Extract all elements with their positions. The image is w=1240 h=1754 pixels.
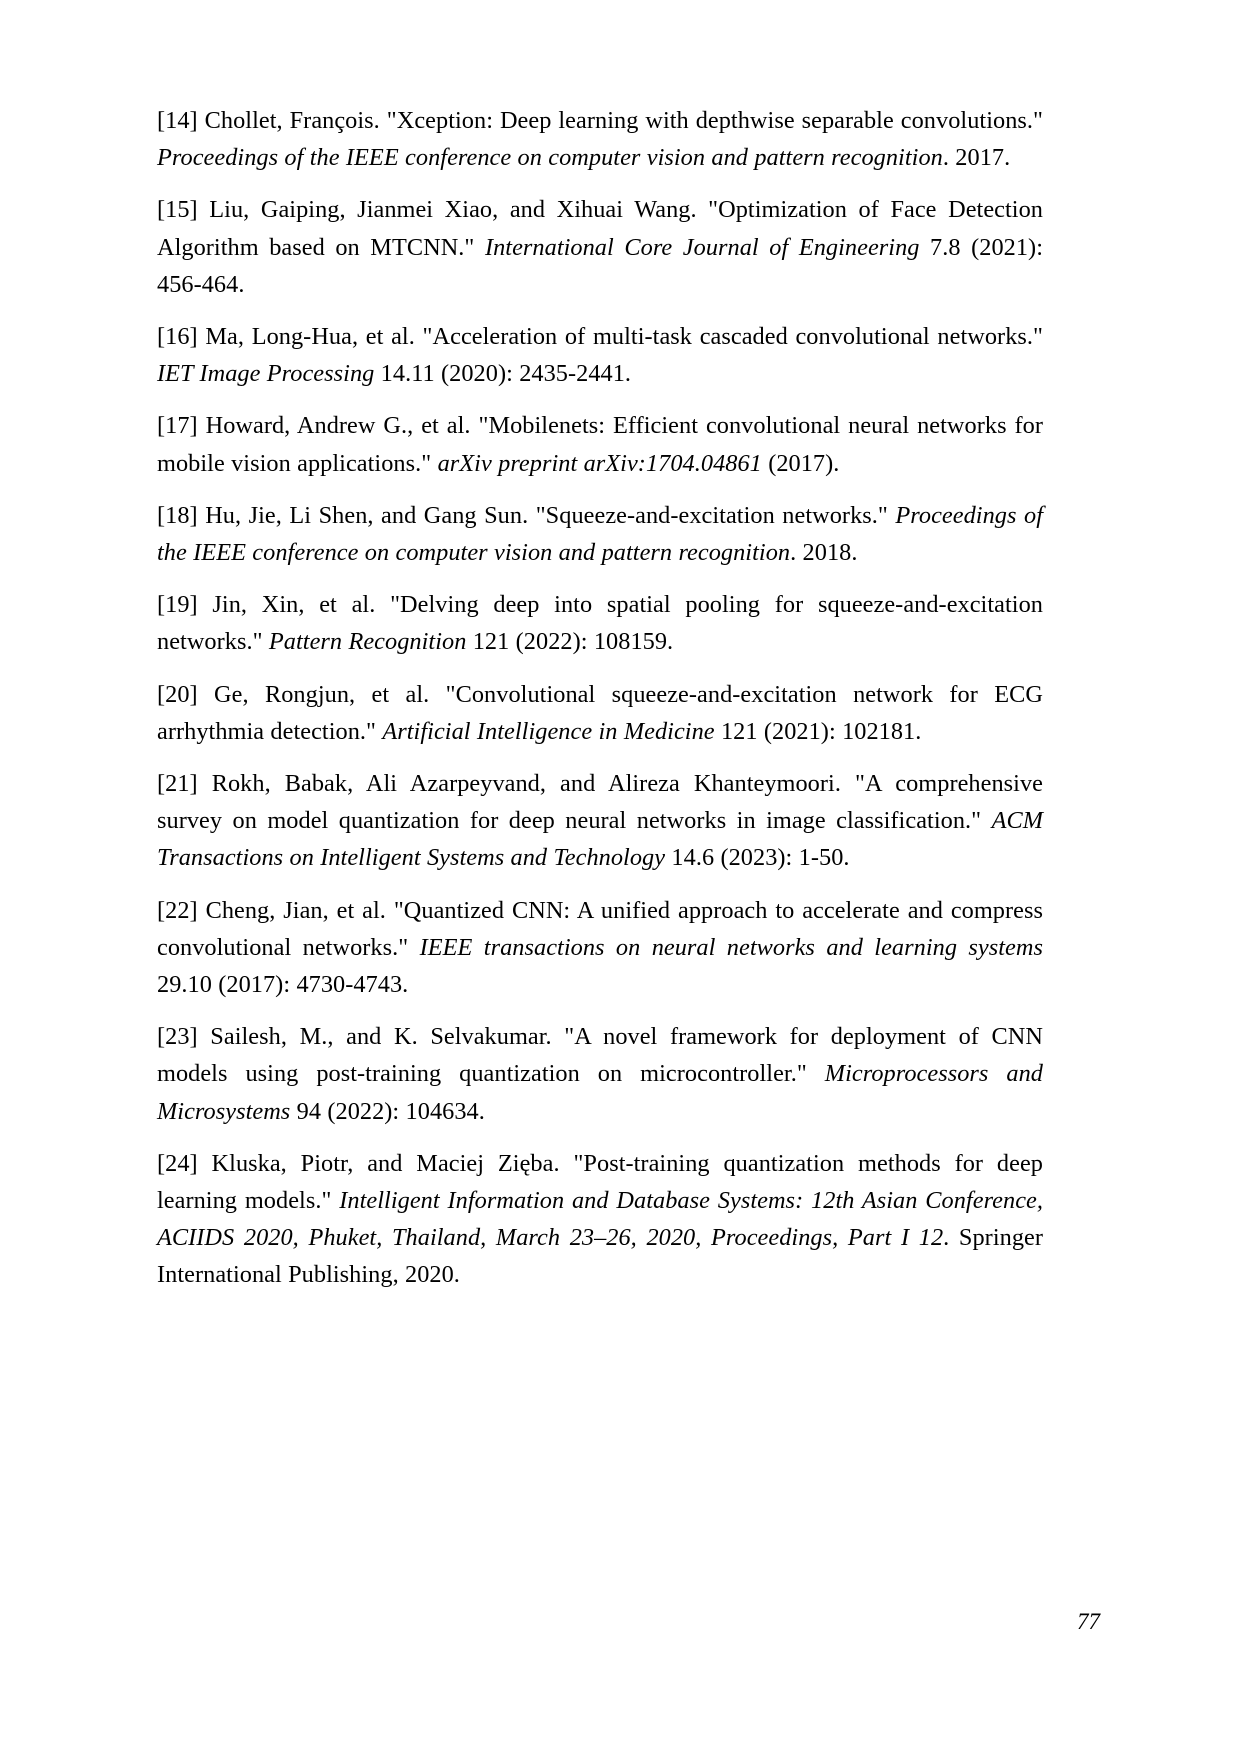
reference-text: 94 (2022): 104634.	[290, 1097, 485, 1125]
references-list	[157, 102, 1043, 1294]
reference-entry	[157, 407, 1043, 481]
reference-text: . 2018.	[790, 539, 858, 567]
reference-entry	[157, 191, 1043, 303]
reference-text: (2017).	[761, 449, 840, 477]
reference-text: [24] Kluska, Piotr, and Maciej Zięba. "Post-training quantization methods for deep learning models."	[157, 1149, 1043, 1215]
reference-text: [22] Cheng, Jian, et al. "Quantized CNN: A unified approach to accelerate and compress convolutional networks."	[157, 896, 1043, 961]
reference-text: 121 (2021): 102181.	[714, 717, 922, 745]
reference-text: 29.10 (2017): 4730-4743.	[157, 971, 409, 999]
reference-text: 121 (2022): 108159.	[466, 628, 674, 656]
reference-title-italic: IET Image Processing	[157, 360, 375, 388]
reference-text: . 2017.	[942, 144, 1011, 172]
reference-entry	[157, 1018, 1043, 1130]
reference-text: [16] Ma, Long-Hua, et al. "Acceleration of multi-task cascaded convolutional networks."	[157, 323, 1043, 351]
reference-text: [21] Rokh, Babak, Ali Azarpeyvand, and Alireza Khanteymoori. "A comprehensive survey on model quantization for deep neural networks in image classification."	[157, 770, 1043, 835]
reference-title-italic: arXiv preprint arXiv:1704.04861	[437, 449, 762, 477]
reference-text: [17] Howard, Andrew G., et al. "Mobilenets: Efficient convolutional neural networks for mobile vision applications."	[157, 412, 1043, 477]
reference-title-italic: Artificial Intelligence in Medicine	[382, 717, 715, 745]
reference-entry	[157, 892, 1043, 1004]
reference-title-italic: Proceedings of the IEEE conference on computer vision and pattern recognition	[157, 144, 943, 172]
reference-entry	[157, 586, 1043, 660]
reference-entry	[157, 318, 1043, 392]
reference-text: 14.11 (2020): 2435-2441.	[374, 360, 632, 388]
reference-title-italic: International Core Journal of Engineering	[484, 233, 920, 261]
reference-entry	[157, 1145, 1043, 1294]
reference-entry	[157, 765, 1043, 877]
reference-entry	[157, 102, 1043, 176]
reference-title-italic: ACM Transactions on Intelligent Systems and Technology	[157, 807, 1043, 872]
reference-title-italic: Microprocessors and Microsystems	[157, 1060, 1043, 1125]
reference-title-italic: IEEE transactions on neural networks and learning systems	[419, 933, 1043, 961]
reference-text: [20] Ge, Rongjun, et al. "Convolutional squeeze-and-excitation network for ECG arrhythmia detection."	[157, 680, 1043, 745]
reference-title-italic: Pattern Recognition	[268, 628, 467, 656]
reference-text: [19] Jin, Xin, et al. "Delving deep into spatial pooling for squeeze-and-excitation networks."	[157, 591, 1043, 656]
reference-title-italic: Intelligent Information and Database Systems: 12th Asian Conference, ACIIDS 2020, Phuket, Thailand, March 23–26, 2020, Proceedings, Part I 12	[157, 1187, 1043, 1252]
page-number: 77	[1077, 1609, 1100, 1634]
reference-text: . Springer International Publishing, 2020.	[157, 1224, 1043, 1289]
reference-text: [23] Sailesh, M., and K. Selvakumar. "A novel framework for deployment of CNN models using post-training quantization on microcontroller."	[157, 1023, 1043, 1088]
reference-title-italic: Proceedings of the IEEE conference on computer vision and pattern recognition	[157, 501, 1043, 567]
reference-text: 7.8 (2021): 456-464.	[157, 233, 1043, 298]
reference-text: [18] Hu, Jie, Li Shen, and Gang Sun. "Squeeze-and-excitation networks."	[157, 501, 896, 529]
reference-text: [15] Liu, Gaiping, Jianmei Xiao, and Xihuai Wang. "Optimization of Face Detection Algorithm based on MTCNN."	[157, 196, 1043, 261]
reference-entry	[157, 676, 1043, 750]
reference-entry	[157, 497, 1043, 571]
reference-text: [14] Chollet, François. "Xception: Deep learning with depthwise separable convolutions."	[157, 107, 1043, 134]
reference-text: 14.6 (2023): 1-50.	[665, 844, 850, 872]
